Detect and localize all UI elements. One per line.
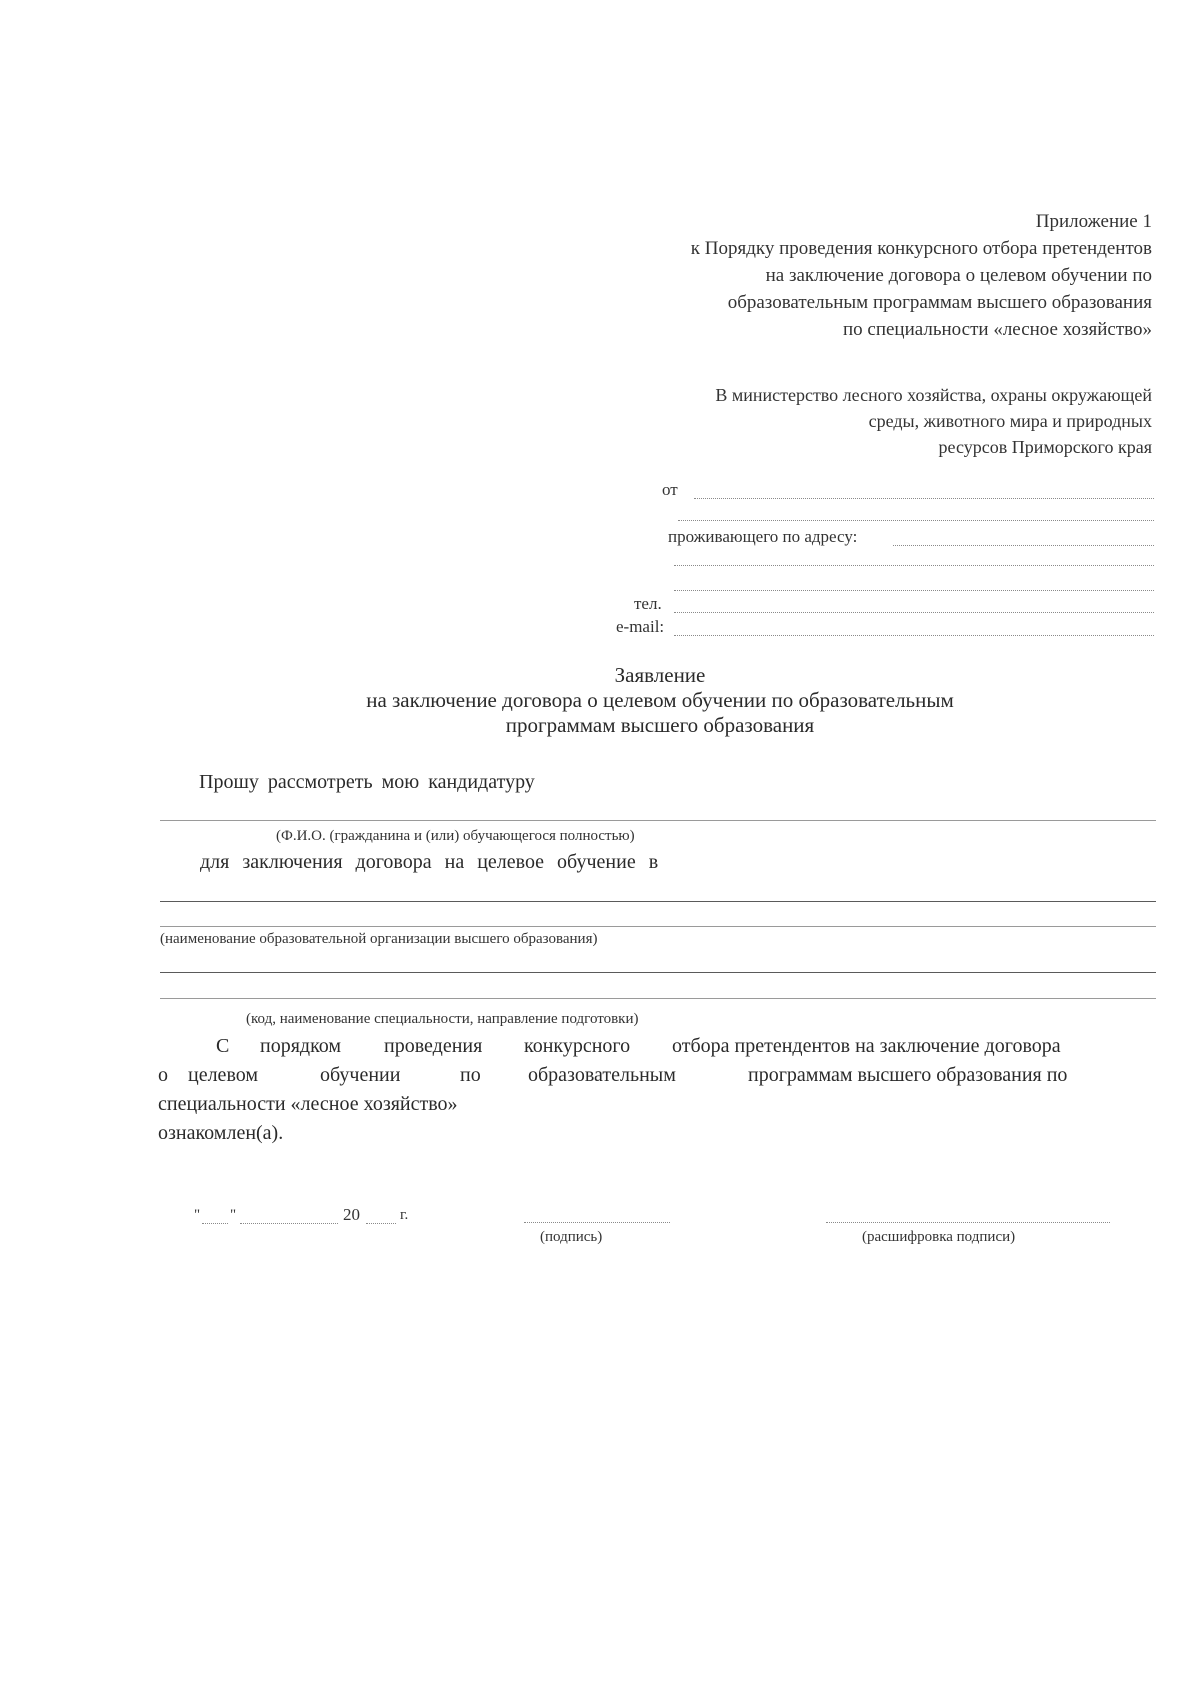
phone-label: тел. <box>634 594 662 613</box>
annex-line: образовательным программам высшего образования <box>727 292 1152 313</box>
signature-decode-caption: (расшифровка подписи) <box>862 1229 1016 1245</box>
agreement-word: С <box>216 1035 230 1057</box>
agreement-word: отбора претендентов на заключение договора <box>672 1035 1061 1057</box>
agreement-word: образовательным <box>528 1064 676 1086</box>
date-year-suffix: г. <box>400 1207 409 1223</box>
agreement-word: проведения <box>384 1035 483 1057</box>
from-label: от <box>662 480 678 499</box>
recipient-line: ресурсов Приморского края <box>938 437 1152 457</box>
organization-field[interactable] <box>160 901 1156 902</box>
agreement-word: обучении <box>320 1064 401 1086</box>
signature-caption: (подпись) <box>540 1229 603 1245</box>
address-field-line2[interactable] <box>674 565 1154 566</box>
agreement-line: специальности «лесное хозяйство» <box>158 1093 458 1115</box>
recipient-line: среды, животного мира и природных <box>868 411 1152 431</box>
specialty-caption: (код, наименование специальности, направление подготовки) <box>246 1011 639 1027</box>
address-field[interactable] <box>893 545 1154 546</box>
title-heading: Заявление <box>614 663 706 687</box>
fio-caption: (Ф.И.О. (гражданина и (или) обучающегося полностью) <box>276 828 635 844</box>
request-text: Прошу рассмотреть мою кандидатуру <box>199 771 535 793</box>
specialty-field[interactable] <box>160 972 1156 973</box>
annex-header <box>691 208 1152 343</box>
email-field[interactable] <box>674 635 1154 636</box>
signature-decode-field[interactable] <box>826 1222 1110 1223</box>
contract-text: для заключения договора на целевое обучение в <box>200 851 659 873</box>
annex-line: по специальности «лесное хозяйство» <box>842 319 1152 340</box>
date-year-field[interactable] <box>366 1223 396 1224</box>
phone-field[interactable] <box>674 612 1154 613</box>
date-day-field[interactable] <box>202 1223 228 1224</box>
annex-line: к Порядку проведения конкурсного отбора претендентов <box>690 238 1152 259</box>
agreement-word: конкурсного <box>524 1035 631 1057</box>
organization-field-line2[interactable] <box>160 926 1156 927</box>
email-label: e-mail: <box>616 617 665 636</box>
date-quote-open: " <box>194 1207 201 1223</box>
annex-line: Приложение 1 <box>1035 211 1152 232</box>
date-year-prefix: 20 <box>343 1205 360 1224</box>
agreement-word: программам высшего образования по <box>748 1064 1068 1086</box>
address-field-line3[interactable] <box>674 590 1154 591</box>
title-line: программам высшего образования <box>505 713 815 737</box>
from-field[interactable] <box>694 498 1154 499</box>
agreement-word: порядком <box>260 1035 342 1057</box>
from-field-continuation[interactable] <box>678 520 1154 521</box>
agreement-line: ознакомлен(а). <box>158 1122 284 1144</box>
title-line: на заключение договора о целевом обучении по образовательным <box>366 688 954 712</box>
specialty-field-line2[interactable] <box>160 998 1156 999</box>
fio-field[interactable] <box>160 820 1156 821</box>
organization-caption: (наименование образовательной организации высшего образования) <box>160 931 598 947</box>
agreement-word: о <box>158 1064 168 1086</box>
agreement-word: по <box>460 1064 481 1086</box>
agreement-paragraph <box>158 1032 1158 1148</box>
statement-title <box>0 663 1200 738</box>
agreement-word: целевом <box>188 1064 259 1086</box>
signature-field[interactable] <box>524 1222 670 1223</box>
address-label: проживающего по адресу: <box>668 527 858 546</box>
date-quote-close: " <box>230 1207 237 1223</box>
date-month-field[interactable] <box>240 1223 338 1224</box>
recipient-block <box>715 382 1152 460</box>
recipient-line: В министерство лесного хозяйства, охраны окружающей <box>715 385 1152 405</box>
annex-line: на заключение договора о целевом обучении по <box>765 265 1152 286</box>
